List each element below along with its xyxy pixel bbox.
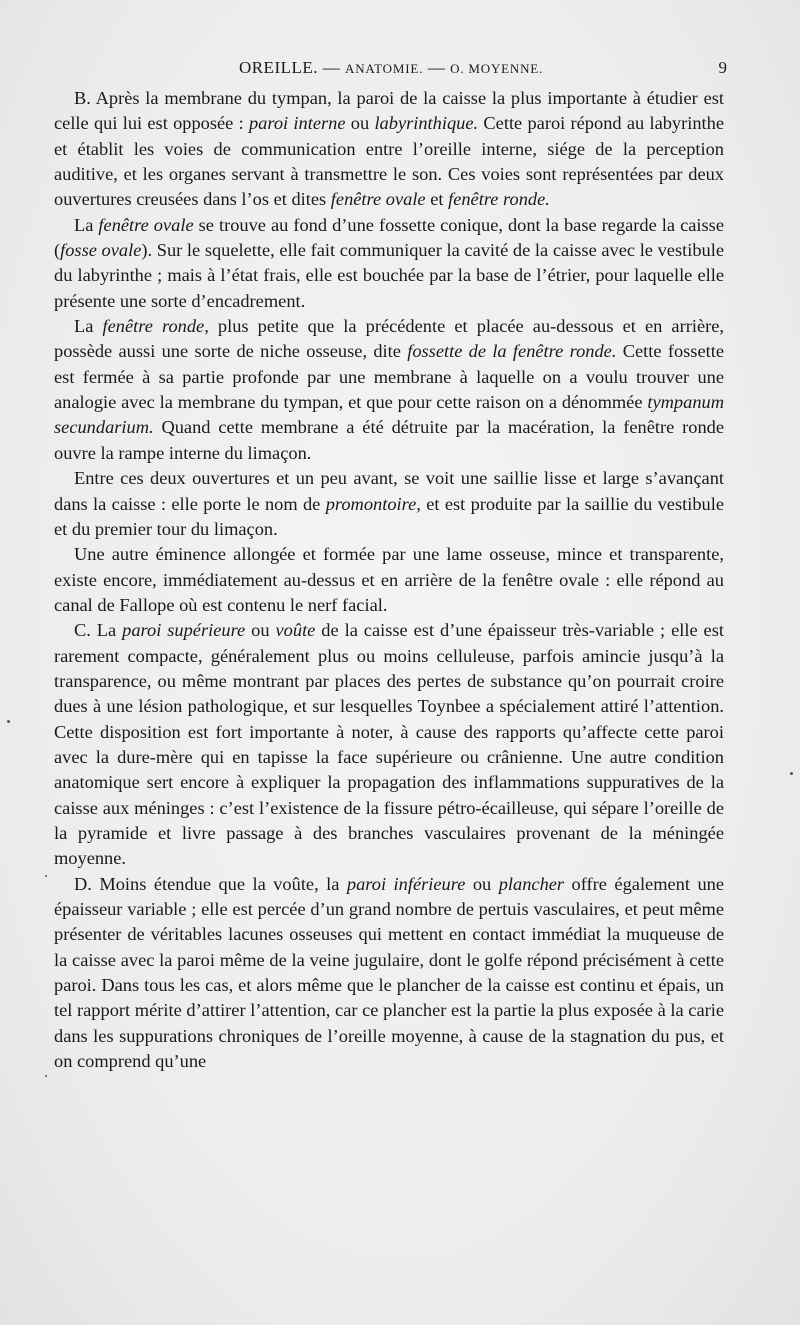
italic-term: fosse ovale <box>60 240 142 261</box>
print-speck <box>45 875 47 877</box>
running-title-dash: — <box>318 58 346 77</box>
text-run: B. Après la membrane du tympan, la paroi de la caisse la plus importante à étudier est celle qui lui est opposée : <box>54 88 724 134</box>
print-speck <box>7 720 10 723</box>
italic-term: fossette de la fenêtre ronde. <box>407 341 617 362</box>
italic-term: tympanum secundarium. <box>54 392 724 438</box>
text-run: Cette paroi répond au labyrinthe et établit les voies de communication entre l’oreille interne, siége de la perception auditive, et les organes servant à transmettre le son. Ces voies sont représentées par deux ouvertures creusées dans l’os et dites <box>54 113 725 210</box>
running-title-anatomy: ANATOMIE. <box>345 61 424 76</box>
text-run: D. Moins étendue que la voûte, la <box>74 873 347 894</box>
text-run: de la caisse est d’une épaisseur très-variable ; elle est rarement compacte, généralement plus ou moins celluleuse, parfois amincie jusqu’à la transparence, ou même montrant par places des pertes de substance qu’on pourrait croire dues à une lésion pathologique, et sur lesquelles Toynbee a spécialement attiré l’attention. Cette disposition est fort importante à noter, à cause des rapports qu’affecte cette paroi avec la dure-mère qui en tapisse la face supérieure ou crânienne. Une autre condition anatomique sert encore à expliquer la propagation des inflammations suppuratives de la caisse aux méninges : c’est l’existence de la fissure pétro-écailleuse, qui sépare l’oreille de la pyramide et livre passage à des branches vasculaires provenant de la méningée moyenne. <box>54 620 724 869</box>
paragraph <box>54 86 724 213</box>
italic-term: voûte <box>275 620 316 641</box>
italic-term: plancher <box>498 873 565 894</box>
paragraph <box>54 542 724 618</box>
text-run: La <box>74 214 99 235</box>
running-title-dash: — <box>423 58 451 77</box>
text-run: ou <box>245 620 276 641</box>
body-text <box>54 86 724 1074</box>
italic-term: paroi inférieure <box>346 873 466 894</box>
paragraph <box>54 872 724 1075</box>
italic-term: paroi supérieure <box>122 620 246 641</box>
italic-term: promontoire, <box>325 493 421 514</box>
text-run: et <box>425 189 449 210</box>
text-run: ou <box>465 873 499 894</box>
text-run: offre également une épaisseur variable ; elle est percée d’un grand nombre de pertuis vasculaires, et peut même présenter de véritables lacunes osseuses qui mettent en contact immédiat la muqueuse de la caisse avec la paroi même de la veine jugulaire, dont le golfe répond précisément à cette paroi. Dans tous les cas, et alors même que le plancher de la caisse est continu et épais, un tel rapport mérite d’attirer l’attention, car ce plancher est la partie la plus exposée à la carie dans les suppurations chroniques de l’oreille moyenne, à cause de la stagnation du pus, et on comprend qu’une <box>54 873 725 1072</box>
text-run: se trouve au fond d’une fossette conique, dont la base regarde la caisse ( <box>54 214 724 261</box>
running-header <box>55 58 727 82</box>
paragraph <box>54 466 724 542</box>
running-title-section: O. MOYENNE. <box>450 61 544 76</box>
page-number: 9 <box>718 58 727 77</box>
paragraph <box>54 314 724 466</box>
running-title-main: OREILLE. <box>238 58 319 77</box>
print-speck <box>790 772 793 775</box>
italic-term: paroi interne <box>248 113 346 134</box>
text-run: ou <box>345 113 375 134</box>
text-run: Quand cette membrane a été détruite par la macération, la fenêtre ronde ouvre la rampe interne du limaçon. <box>54 417 724 463</box>
text-run: C. La <box>74 620 123 641</box>
text-run: et est produite par la saillie du vestibule et du premier tour du limaçon. <box>54 493 725 539</box>
text-run: Entre ces deux ouvertures et un peu avant, se voit une saillie lisse et large s’avançant dans la caisse : elle porte le nom de <box>54 468 724 514</box>
text-run: Cette fossette est fermée à sa partie profonde par une membrane à laquelle on a voulu trouver une analogie avec la membrane du tympan, et que pour cette raison on a dénommée <box>54 341 724 413</box>
italic-term: labyrinthique. <box>374 113 479 134</box>
italic-term: fenêtre ronde. <box>448 189 550 210</box>
print-speck <box>45 1075 47 1077</box>
text-run: La <box>74 316 103 337</box>
paragraph <box>54 213 724 314</box>
text-run: Une autre éminence allongée et formée par une lame osseuse, mince et transparente, existe encore, immédiatement au-dessus et en arrière de la fenêtre ovale : elle répond au canal de Fallope où est contenu le nerf facial. <box>54 544 724 615</box>
italic-term: fenêtre ovale <box>330 189 426 210</box>
italic-term: fenêtre ovale <box>98 214 194 235</box>
text-run: plus petite que la précédente et placée au-dessous et en arrière, possède aussi une sorte de niche osseuse, dite <box>54 316 724 362</box>
text-run: ). Sur le squelette, elle fait communiquer la cavité de la caisse avec le vestibule du labyrinthe ; mais à l’état frais, elle est bouchée par la base de l’étrier, pour laquelle elle présente une sorte d’encadrement. <box>54 240 724 311</box>
paragraph <box>54 618 724 871</box>
running-title <box>55 58 727 78</box>
italic-term: fenêtre ronde, <box>102 316 209 337</box>
